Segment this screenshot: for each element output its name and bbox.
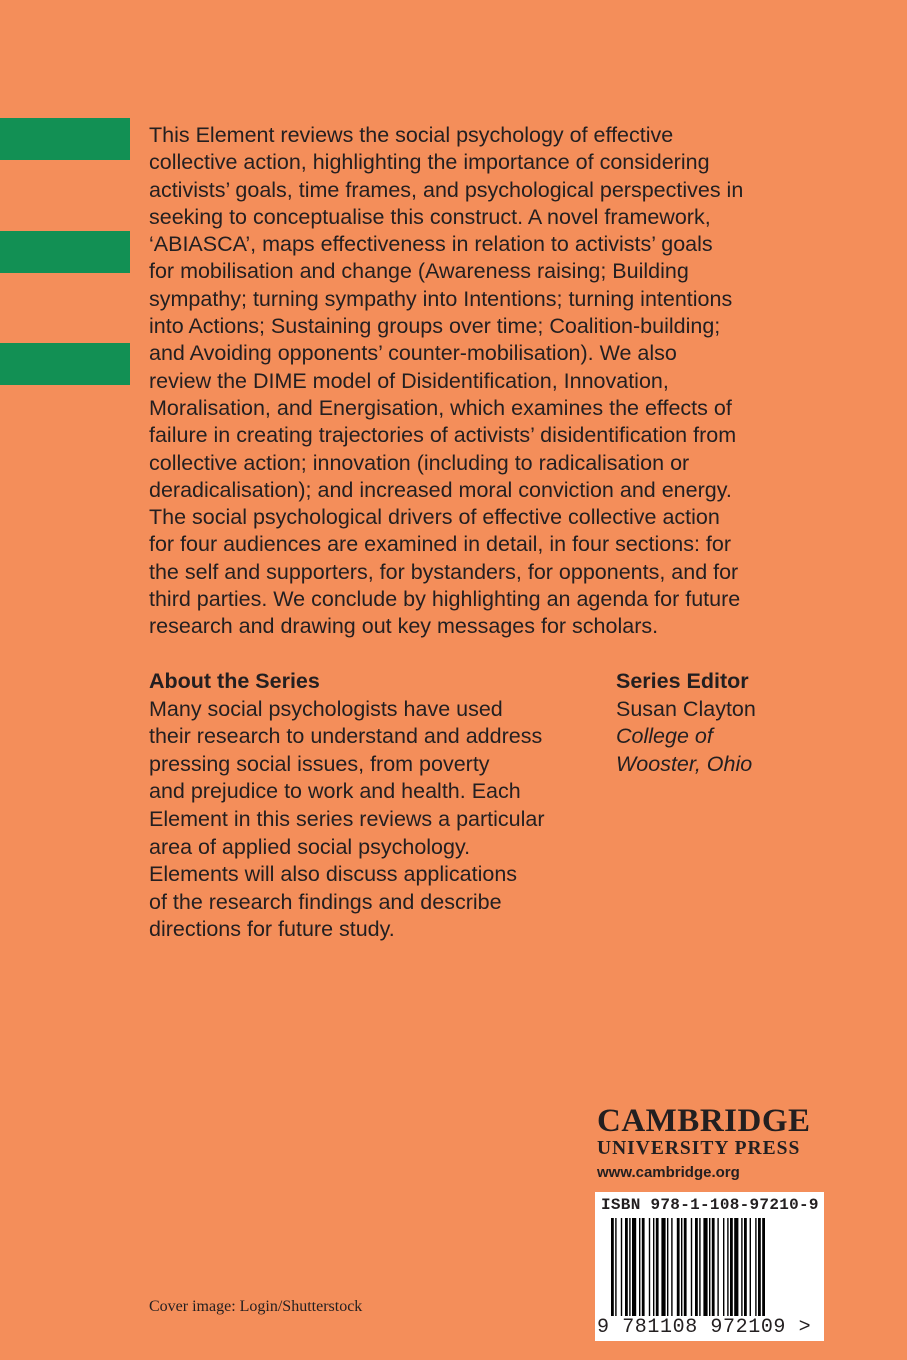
barcode-bar xyxy=(750,1218,751,1316)
publisher-subtitle: UNIVERSITY PRESS xyxy=(597,1138,801,1159)
publisher-logo xyxy=(597,1104,827,1181)
abstract-line: into Actions; Sustaining groups over time; Coalition-building; xyxy=(149,314,721,339)
abstract-line: research and drawing out key messages for scholars. xyxy=(149,614,659,639)
barcode-bar xyxy=(656,1218,659,1316)
abstract-line: ‘ABIASCA’, maps effectiveness in relation to activists’ goals xyxy=(149,232,713,257)
abstract-line: collective action, highlighting the importance of considering xyxy=(149,150,710,175)
barcode-bar xyxy=(642,1218,645,1316)
barcode-bar xyxy=(632,1218,636,1316)
barcode-bar xyxy=(667,1218,668,1316)
barcode-bar xyxy=(744,1218,747,1316)
barcode-bar xyxy=(615,1218,616,1316)
barcode-bar xyxy=(703,1218,707,1316)
about-series-line: area of applied social psychology. xyxy=(149,834,471,859)
barcode-bar xyxy=(681,1218,682,1316)
barcode-bar xyxy=(691,1218,692,1316)
barcode-bar xyxy=(762,1218,765,1316)
series-editor-heading: Series Editor xyxy=(616,669,749,693)
barcode-bar xyxy=(730,1218,733,1316)
abstract-line: and Avoiding opponents’ counter-mobilisation). We also xyxy=(149,341,677,366)
abstract-line: collective action; innovation (including to radicalisation or xyxy=(149,450,690,475)
barcode-bar xyxy=(677,1218,680,1316)
isbn-label: ISBN 978-1-108-97210-9 xyxy=(601,1196,819,1214)
editor-affiliation-line1: College of xyxy=(616,724,713,749)
cover-image-credit: Cover image: Login/Shutterstock xyxy=(149,1298,363,1315)
publisher-url: www.cambridge.org xyxy=(597,1164,740,1181)
about-series-heading: About the Series xyxy=(149,669,320,693)
abstract-line: This Element reviews the social psychology of effective xyxy=(149,123,674,147)
barcode-bar xyxy=(712,1218,715,1316)
green-bar-top xyxy=(0,118,130,160)
green-bar-middle xyxy=(0,231,130,273)
barcode-bar xyxy=(629,1218,630,1316)
about-series-line: of the research findings and describe xyxy=(149,889,502,914)
editor-affiliation-line2: Wooster, Ohio xyxy=(616,751,753,776)
abstract-line: sympathy; turning sympathy into Intentions; turning intentions xyxy=(149,286,733,311)
about-series-line: Many social psychologists have used xyxy=(149,696,503,721)
abstract-line: activists’ goals, time frames, and psychological perspectives in xyxy=(149,177,744,202)
about-series-line: and prejudice to work and health. Each xyxy=(149,779,521,804)
editor-name: Susan Clayton xyxy=(616,696,756,721)
about-series-line: their research to understand and address xyxy=(149,724,543,749)
barcode-bar xyxy=(758,1218,761,1316)
barcode-bars xyxy=(611,1218,811,1316)
barcode-bar xyxy=(699,1218,700,1316)
about-series-line: directions for future study. xyxy=(149,917,395,942)
barcode-bar xyxy=(741,1218,742,1316)
isbn-barcode xyxy=(595,1192,824,1341)
green-bar-bottom xyxy=(0,343,130,385)
barcode-bar xyxy=(723,1218,724,1316)
abstract-line: seeking to conceptualise this construct. A novel framework, xyxy=(149,204,711,229)
about-series-text xyxy=(149,696,589,944)
about-series xyxy=(149,668,589,944)
barcode-bar xyxy=(653,1218,654,1316)
barcode-bar xyxy=(695,1218,698,1316)
abstract-line: third parties. We conclude by highlighting an agenda for future xyxy=(149,587,741,612)
abstract-line: failure in creating trajectories of activists’ disidentification from xyxy=(149,423,737,448)
barcode-bar xyxy=(625,1218,628,1316)
abstract-text xyxy=(149,122,829,641)
abstract-line: the self and supporters, for bystanders, for opponents, and for xyxy=(149,559,739,584)
barcode-bar xyxy=(639,1218,640,1316)
barcode-bar xyxy=(621,1218,622,1316)
abstract-line: review the DIME model of Disidentification, Innovation, xyxy=(149,368,669,393)
abstract-line: for mobilisation and change (Awareness raising; Building xyxy=(149,259,689,284)
abstract-line: Moralisation, and Energisation, which examines the effects of xyxy=(149,395,732,420)
barcode-bar xyxy=(727,1218,728,1316)
abstract-line: for four audiences are examined in detail, in four sections: for xyxy=(149,532,732,557)
barcode-bar xyxy=(671,1218,672,1316)
barcode-bar xyxy=(734,1218,738,1316)
barcode-bar xyxy=(717,1218,718,1316)
barcode-bar xyxy=(755,1218,756,1316)
barcode-bar xyxy=(649,1218,650,1316)
abstract-line: The social psychological drivers of effective collective action xyxy=(149,505,720,530)
series-editor xyxy=(616,668,856,778)
barcode-bar xyxy=(611,1218,614,1316)
publisher-name: CAMBRIDGE xyxy=(597,1103,811,1139)
barcode-bar xyxy=(709,1218,710,1316)
about-series-line: pressing social issues, from poverty xyxy=(149,751,490,776)
isbn-digits: 9 781108 972109 > xyxy=(597,1316,812,1339)
about-series-line: Element in this series reviews a particular xyxy=(149,806,545,831)
about-series-line: Elements will also discuss applications xyxy=(149,862,518,887)
barcode-bar xyxy=(661,1218,665,1316)
abstract-line: deradicalisation); and increased moral conviction and energy. xyxy=(149,477,732,502)
barcode-bar xyxy=(684,1218,687,1316)
